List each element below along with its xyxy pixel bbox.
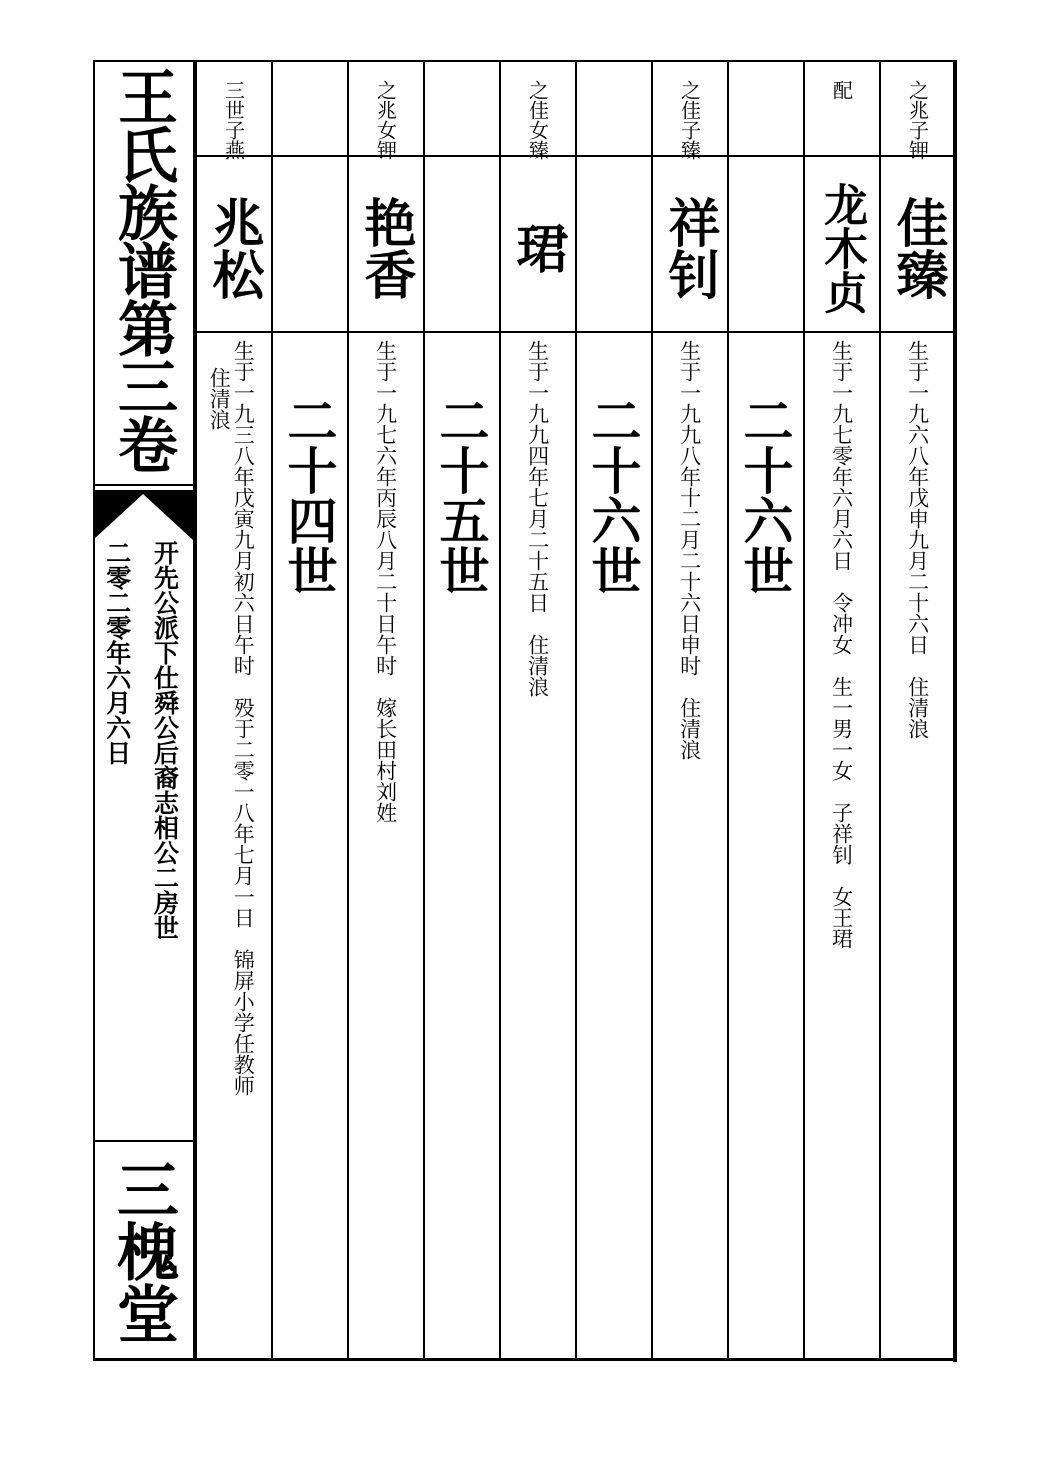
column-border — [271, 60, 347, 1360]
biography-cell — [879, 340, 955, 739]
relation-cell — [651, 80, 727, 160]
generation-cell — [727, 395, 803, 595]
biography-cell — [499, 340, 575, 697]
person-name: 祥钊 — [659, 195, 720, 300]
relation-cell — [803, 80, 879, 100]
volume-title-cell — [93, 60, 193, 485]
relation-cell — [347, 80, 423, 160]
biography-text-residence: 住清浪 — [207, 367, 232, 430]
person-name: 佳臻 — [887, 195, 948, 300]
hall-name: 三槐堂 — [106, 1158, 180, 1344]
person-name-cell — [347, 170, 423, 325]
generation-cell — [423, 395, 499, 595]
biography-cell — [347, 340, 423, 823]
biography-text: 生于一九六八年戊申九月二十六日 住清浪 — [905, 340, 930, 739]
biography-cell — [651, 340, 727, 760]
relation-cell — [499, 80, 575, 160]
person-name-cell — [195, 170, 271, 325]
biography-cell — [803, 340, 879, 949]
person-name: 龙木贞 — [816, 181, 867, 314]
spine-divider — [93, 484, 193, 486]
person-name: 艳香 — [355, 195, 416, 300]
relation-text: 之兆子钾 — [905, 80, 930, 160]
column-border — [423, 60, 499, 1360]
genealogy-spine — [93, 60, 195, 1360]
biography-text: 生于一九九八年十二月二十六日申时 住清浪 — [677, 340, 702, 760]
relation-text: 之兆女钾 — [373, 80, 398, 160]
relation-text: 三世子燕 — [221, 80, 246, 160]
person-name-cell — [879, 170, 955, 325]
column-border — [727, 60, 803, 1360]
compile-date — [97, 540, 137, 880]
relation-text: 之佳女臻 — [525, 80, 550, 160]
person-name-cell — [803, 170, 879, 325]
row-divider-relation — [195, 155, 955, 157]
row-divider-name — [195, 331, 955, 333]
generation-label: 二十六世 — [735, 395, 795, 595]
volume-title: 王氏族谱第三卷 — [108, 66, 178, 472]
biography-text: 生于一九七六年丙辰八月二十日午时 嫁长田村刘姓 — [373, 340, 398, 823]
relation-text: 之佳子臻 — [677, 80, 702, 160]
person-name: 兆松 — [203, 195, 264, 300]
hall-name-cell — [93, 1140, 193, 1360]
fishtail-mark-icon — [93, 490, 193, 540]
generation-label: 二十四世 — [279, 395, 339, 595]
generation-cell — [271, 395, 347, 595]
biography-text: 生于一九九四年七月二十五日 住清浪 — [525, 340, 550, 697]
person-name-cell — [651, 170, 727, 325]
column-border — [575, 60, 651, 1360]
compile-date-text: 二零二零年六月六日 — [102, 540, 132, 765]
relation-cell — [879, 80, 955, 160]
biography-text: 生于一九三八年戊寅九月初六日午时 殁于二零一八年七月一日 锦屏小学任教师 — [231, 340, 256, 1096]
relation-text: 配 — [829, 80, 854, 100]
generation-cell — [575, 395, 651, 595]
relation-cell — [195, 80, 271, 160]
biography-text: 生于一九七零年六月六日 令冲女 生一男一女 子祥钊 女王珺 — [829, 340, 854, 949]
generation-label: 二十五世 — [431, 395, 491, 595]
person-name-cell — [499, 170, 575, 325]
branch-lineage-text: 开先公派下仕舜公后裔志相公二房世 — [150, 540, 180, 940]
branch-lineage — [145, 540, 185, 1100]
person-name: 珺 — [507, 221, 568, 274]
generation-label: 二十六世 — [583, 395, 643, 595]
